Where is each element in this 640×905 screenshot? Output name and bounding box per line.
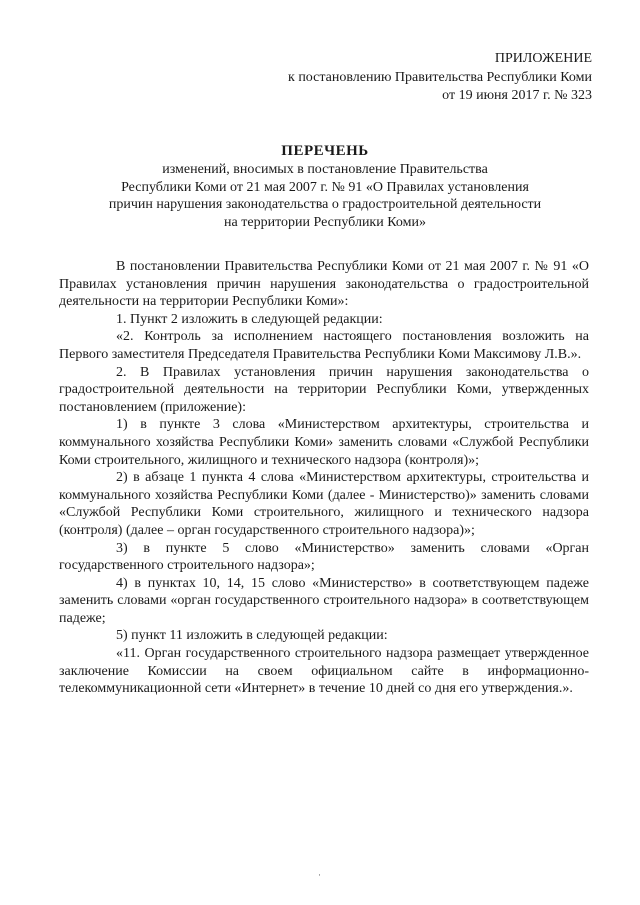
appendix-date-number: от 19 июня 2017 г. № 323 — [442, 88, 592, 103]
subtitle-line: причин нарушения законодательства о градостроительной деятельности — [108, 197, 542, 212]
document-title: ПЕРЕЧЕНЬ — [281, 143, 369, 159]
intro-paragraph: В постановлении Правительства Республики Коми от 21 мая 2007 г. № 91 «О Правилах установления причин нарушения законодательства о градостроительной деятельности на территории Республики Коми»: — [59, 259, 589, 310]
item-paragraph: 2. В Правилах установления причин нарушения законодательства о градостроительной деятельности на территории Республики Коми, утвержденных постановлением (приложение): — [59, 364, 589, 415]
quote-paragraph: «2. Контроль за исполнением настоящего постановления возложить на Первого заместителя Председателя Правительства Республики Коми Максимову Л.В.». — [59, 329, 589, 362]
title-block — [60, 141, 590, 231]
subitem-paragraph: 4) в пунктах 10, 14, 15 слово «Министерство» в соответствующем падеже заменить словами «орган государственного строительного надзора» в соответствующем падеже; — [59, 575, 589, 626]
appendix-resolution-ref: к постановлению Правительства Республики Коми — [288, 69, 592, 85]
appendix-header — [288, 50, 592, 106]
document-body — [59, 258, 589, 698]
subitem-paragraph: 2) в абзаце 1 пункта 4 слова «Министерством архитектуры, строительства и коммунального хозяйства Республики Коми (далее - Министерство)» заменить словами «Службой Республики Коми строительного, жилищного и технического надзора (контроля) (далее – орган государственного строительного надзора)»; — [59, 470, 589, 538]
subitem-paragraph: 3) в пункте 5 слово «Министерство» заменить словами «Орган государственного строительного надзора»; — [59, 540, 589, 574]
subtitle-line: на территории Республики Коми» — [224, 214, 426, 230]
quote-paragraph: «11. Орган государственного строительного надзора размещает утвержденное заключение Комиссии на своем официальном сайте в информационно-телекоммуникационной сети «Интернет» в течение 10 дней со дня его утверждения.». — [59, 646, 589, 697]
subitem-paragraph: 1) в пункте 3 слова «Министерством архитектуры, строительства и коммунального хозяйства Республики Коми» заменить словами «Службой Республики Коми строительного, жилищного и технического надзора (контроля)»; — [59, 417, 589, 468]
document-subtitle — [60, 161, 590, 231]
item-paragraph: 1. Пункт 2 изложить в следующей редакции: — [116, 311, 383, 327]
subtitle-line: Республики Коми от 21 мая 2007 г. № 91 «О Правилах установления — [121, 179, 529, 195]
subitem-paragraph: 5) пункт 11 изложить в следующей редакции: — [116, 628, 388, 644]
appendix-label: ПРИЛОЖЕНИЕ — [494, 51, 592, 66]
subtitle-line: изменений, вносимых в постановление Правительства — [162, 162, 488, 177]
scan-speck: · — [318, 870, 321, 880]
